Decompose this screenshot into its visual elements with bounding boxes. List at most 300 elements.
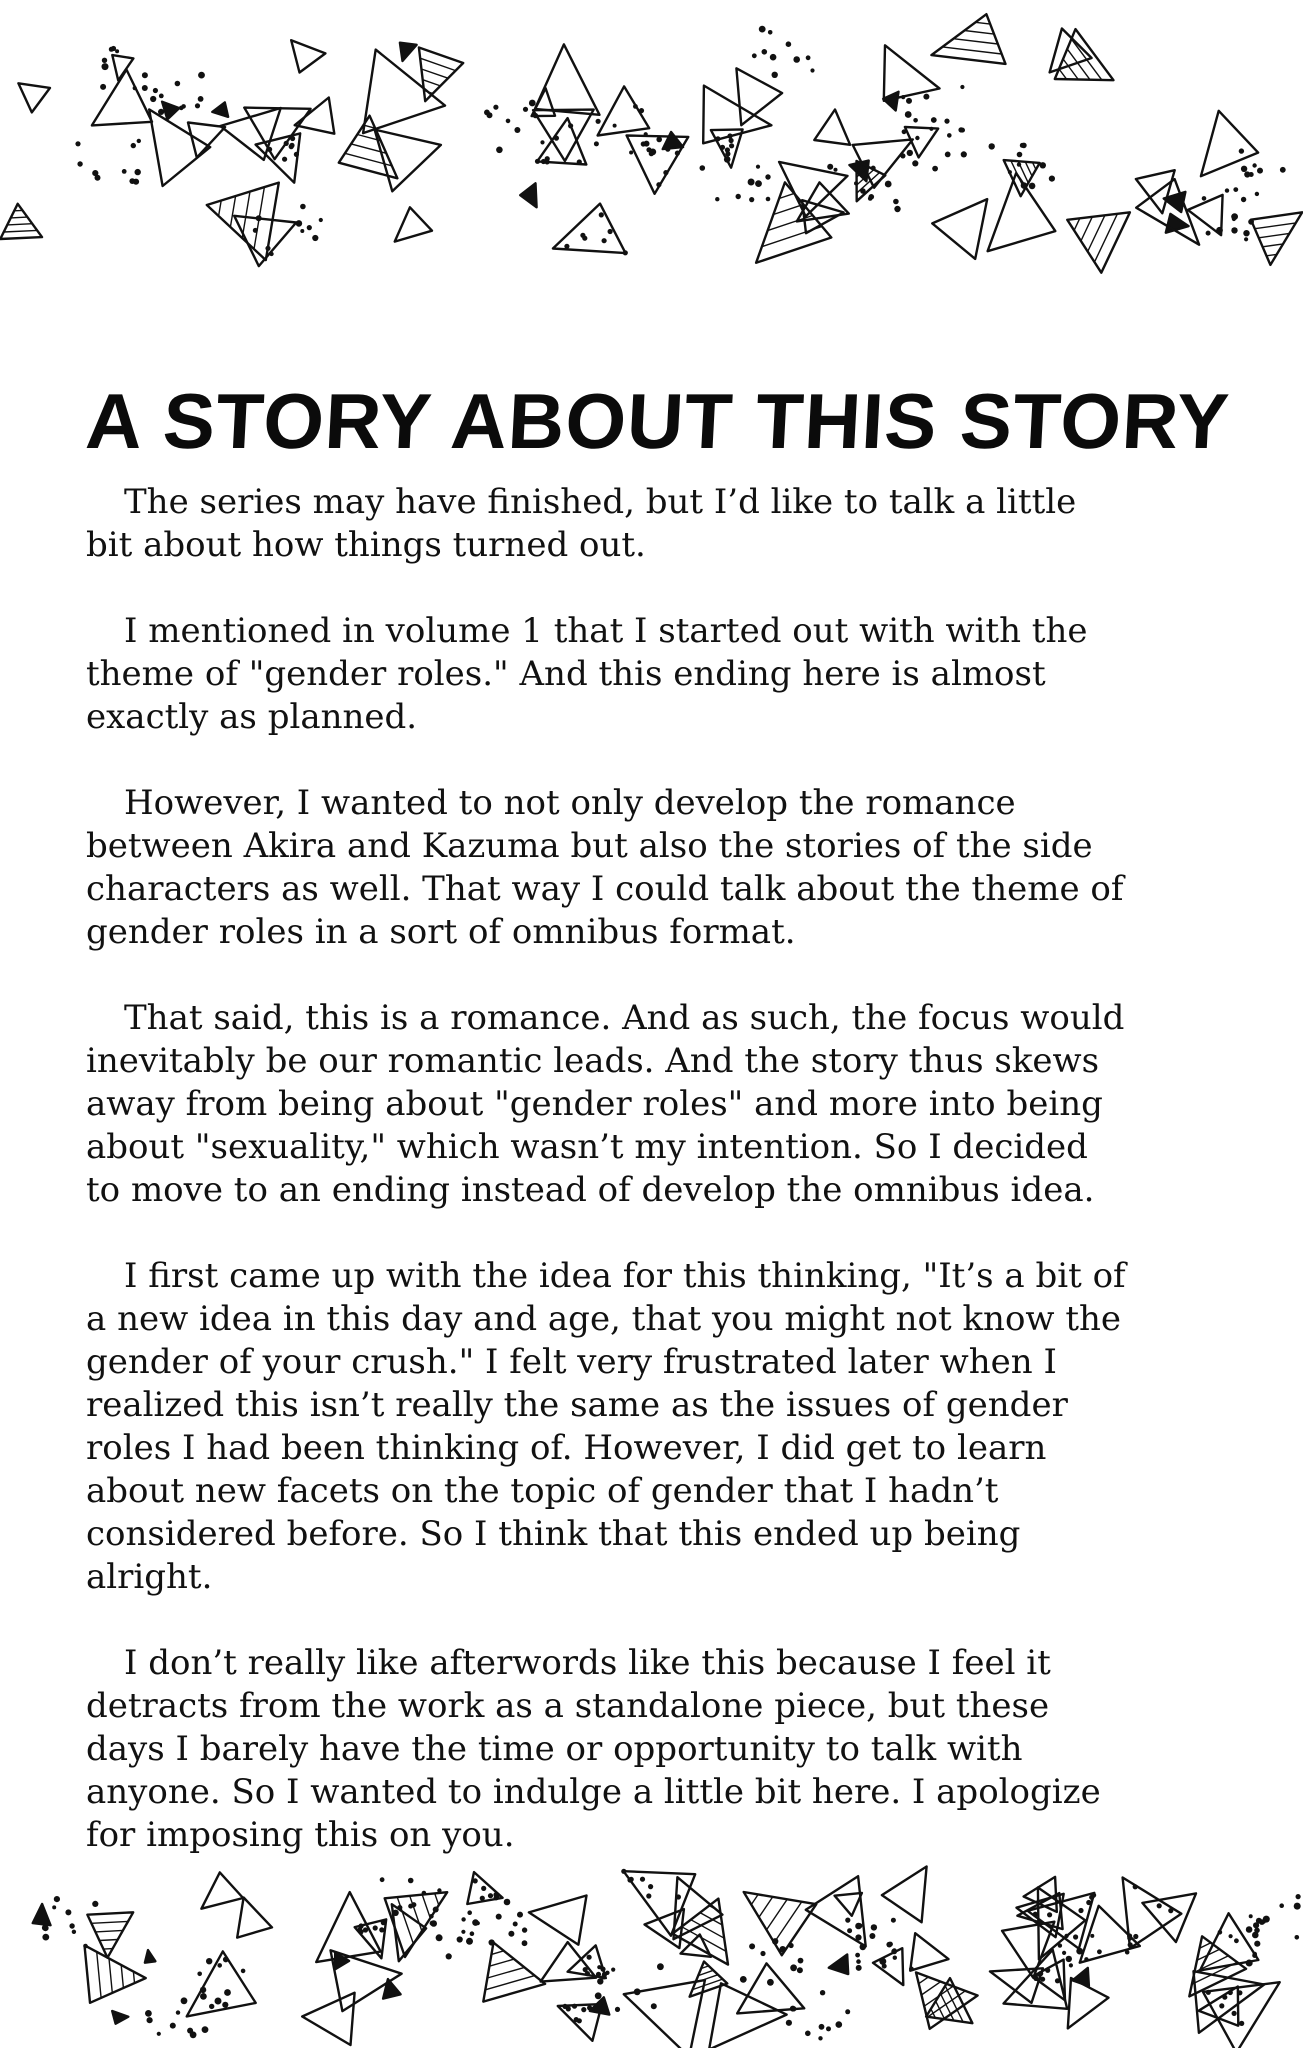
dot-ornament [181, 1997, 188, 2004]
dot-ornament [597, 2001, 603, 2007]
dot-ornament [649, 149, 656, 156]
dot-ornament [379, 1927, 384, 1932]
dot-ornament [1017, 162, 1021, 166]
dot-ornament [522, 1927, 527, 1932]
dot-ornament [1128, 1942, 1133, 1947]
dot-ornament [100, 84, 106, 90]
dot-ornament [871, 166, 876, 171]
dot-ornament [1218, 1930, 1223, 1935]
dot-ornament [1232, 2011, 1237, 2016]
hatch-line [1263, 244, 1284, 247]
triangle-ornament [149, 109, 210, 186]
dot-ornament [572, 2004, 577, 2009]
dot-ornament [446, 1953, 452, 1959]
dot-ornament [92, 1901, 98, 1907]
dot-ornament [92, 170, 98, 176]
dot-ornament [905, 111, 912, 118]
paragraph-6: I don’t really like afterwords like this because I feel it detracts from the work as a standalone piece, but these days I barely have the time or opportunity to talk with anyone. So I wanted to indulge a little bit here. I apologize for imposing this on you. [86, 1643, 1101, 1855]
dot-ornament [198, 96, 204, 102]
triangle-ornament [882, 1867, 927, 1923]
dot-ornament [508, 1931, 514, 1937]
hatch-line [420, 58, 455, 70]
dot-ornament [1259, 1919, 1265, 1925]
dot-ornament [634, 1988, 641, 1995]
dot-ornament [856, 1959, 861, 1964]
triangle-ornament [884, 45, 940, 101]
dot-ornament [798, 1958, 804, 1964]
dot-ornament [931, 117, 937, 123]
dot-ornament [1244, 171, 1250, 177]
dot-ornament [615, 2007, 620, 2012]
dot-ornament [611, 1968, 615, 1972]
dot-ornament [791, 2006, 796, 2011]
dot-ornament [932, 166, 938, 172]
dot-ornament [762, 49, 768, 55]
triangle-ornament [112, 2011, 128, 2024]
dot-ornament [648, 1884, 653, 1889]
dot-ornament [1069, 1963, 1073, 1967]
dot-ornament [929, 127, 933, 131]
dot-ornament [869, 194, 875, 200]
triangle-ornament [873, 1948, 903, 1985]
dot-ornament [472, 1919, 479, 1926]
dot-ornament [1091, 1893, 1096, 1898]
dot-ornament [907, 150, 913, 156]
dot-ornament [909, 1967, 914, 1972]
hatch-line [121, 1965, 123, 1988]
dot-ornament [1295, 1935, 1300, 1940]
dot-ornament [961, 151, 967, 157]
dot-ornament [1073, 1934, 1078, 1939]
dot-ornament [623, 250, 628, 255]
dot-ornament [797, 1967, 803, 1973]
hatch-line [1074, 218, 1080, 230]
dot-ornament [595, 1992, 602, 1999]
triangle-ornament [383, 1979, 401, 1999]
dot-ornament [522, 1940, 528, 1946]
triangle-ornament [188, 123, 225, 158]
hatch-line [774, 1902, 802, 1943]
dot-ornament [102, 64, 108, 70]
dot-ornament [752, 53, 757, 58]
hatch-line [942, 47, 1001, 54]
dot-ornament [1253, 1922, 1259, 1928]
dot-ornament [392, 1910, 398, 1916]
dot-ornament [122, 169, 127, 174]
dot-ornament [506, 119, 511, 124]
triangle-ornament [419, 48, 463, 102]
dot-ornament [147, 2017, 153, 2023]
dot-ornament [496, 147, 503, 154]
dot-ornament [1047, 1912, 1052, 1917]
triangle-ornament [0, 204, 42, 239]
dot-ornament [629, 1877, 634, 1882]
dot-ornament [1058, 1943, 1062, 1947]
dot-ornament [855, 1953, 860, 1958]
dot-ornament [605, 1971, 609, 1975]
dot-ornament [200, 1993, 207, 2000]
dot-ornament [629, 151, 633, 155]
hatch-line [242, 192, 250, 239]
dot-ornament [806, 55, 811, 60]
dot-ornament [767, 1979, 774, 1986]
hatch-line [410, 1896, 422, 1931]
dot-ornament [1076, 1948, 1083, 1955]
dot-ornament [1086, 1900, 1091, 1905]
dot-ornament [289, 143, 294, 148]
dot-ornament [319, 218, 323, 222]
dot-ornament [430, 1921, 435, 1926]
triangle-ornament [295, 98, 335, 134]
dot-ornament [789, 1943, 794, 1948]
dot-ornament [1244, 237, 1248, 241]
triangle-ornament [553, 204, 626, 254]
dot-ornament [300, 204, 306, 210]
dot-ornament [770, 54, 777, 61]
dot-ornament [1225, 188, 1229, 192]
dot-ornament [202, 2026, 209, 2033]
dot-ornament [457, 1936, 463, 1942]
dot-ornament [663, 170, 668, 175]
dot-ornament [467, 1910, 472, 1915]
dot-ornament [945, 152, 951, 158]
dot-ornament [433, 1907, 439, 1913]
dot-ornament [373, 1925, 378, 1930]
dot-ornament [133, 179, 139, 185]
dot-ornament [599, 212, 604, 217]
dot-ornament [1246, 1926, 1253, 1933]
dot-ornament [759, 26, 766, 33]
dot-ornament [748, 179, 755, 186]
triangle-ornament [201, 1872, 243, 1908]
dot-ornament [1097, 1949, 1102, 1954]
dot-ornament [780, 1946, 786, 1952]
dot-ornament [869, 1933, 875, 1939]
dot-ornament [885, 181, 892, 188]
dot-ornament [786, 2020, 792, 2026]
paragraph-3: However, I wanted to not only develop the romance between Akira and Kazuma but also the stories of the side characters as well. That way I could talk about the theme of gender roles in a sort of omnibus format. [86, 783, 1124, 952]
triangle-ornament [316, 1892, 380, 1962]
dot-ornament [847, 1928, 852, 1933]
triangle-ornament [302, 1993, 354, 2045]
hatch-line [487, 1967, 524, 1978]
hatch-line [109, 1958, 112, 1993]
dot-ornament [900, 153, 905, 158]
dot-ornament [282, 157, 287, 162]
dot-ornament [513, 1922, 518, 1927]
dot-ornament [197, 1972, 202, 1977]
dot-ornament [845, 2009, 850, 2014]
dot-ornament [856, 1965, 862, 1971]
dot-ornament [224, 1989, 231, 1996]
dot-ornament [1279, 1903, 1284, 1908]
dot-ornament [223, 1957, 229, 1963]
dot-ornament [190, 2031, 197, 2038]
dot-ornament [818, 2036, 822, 2040]
dot-ornament [1233, 187, 1238, 192]
dot-ornament [533, 113, 538, 118]
dot-ornament [760, 1951, 765, 1956]
dot-ornament [1062, 1951, 1066, 1955]
hatch-line [345, 153, 392, 166]
dot-ornament [514, 127, 520, 133]
dot-ornament [1257, 168, 1263, 174]
dot-ornament [834, 168, 838, 172]
dot-ornament [1127, 1935, 1132, 1940]
dot-ornament [724, 156, 731, 163]
dot-ornament [1296, 1894, 1301, 1899]
dot-ornament [241, 1969, 246, 1974]
dot-ornament [597, 1965, 601, 1969]
dot-ornament [217, 1963, 222, 1968]
dot-ornament [1157, 1903, 1162, 1908]
dot-ornament [175, 81, 181, 87]
hatch-line [1025, 162, 1032, 176]
dot-ornament [1133, 1884, 1138, 1889]
dot-ornament [481, 1886, 486, 1891]
hatch-line [92, 1921, 129, 1923]
dot-ornament [75, 141, 80, 146]
dot-ornament [195, 103, 200, 108]
dot-ornament [790, 1964, 797, 1971]
dot-ornament [1040, 1977, 1045, 1982]
dot-ornament [411, 1902, 416, 1907]
dot-ornament [1125, 1950, 1130, 1955]
triangle-ornament [520, 183, 536, 207]
dot-ornament [489, 1939, 495, 1945]
paragraph-2: I mentioned in volume 1 that I started out with with the theme of "gender roles." And this ending here is almost exactly as planned. [86, 611, 1088, 737]
hatch-line [489, 1959, 514, 1966]
dot-ornament [1090, 1934, 1094, 1938]
triangle-ornament [1251, 212, 1302, 265]
dot-ornament [545, 159, 550, 164]
triangle-ornament [829, 1955, 848, 1975]
dot-ornament [1045, 1968, 1050, 1973]
triangle-ornament [291, 40, 325, 72]
dot-ornament [602, 238, 607, 243]
dot-ornament [676, 1894, 681, 1899]
dot-ornament [1231, 227, 1237, 233]
dot-ornament [1021, 182, 1028, 189]
dot-ornament [294, 152, 299, 157]
dot-ornament [1033, 1976, 1038, 1981]
hatch-line [435, 1893, 439, 1905]
hatch-line [219, 201, 222, 217]
dot-ornament [1246, 1960, 1253, 1967]
dot-ornament [300, 229, 304, 233]
paragraph-1: The series may have finished, but I’d like to talk a little bit about how things turned out. [86, 482, 1077, 565]
hatch-line [1259, 233, 1290, 237]
hatch-line [767, 1899, 788, 1930]
dot-ornament [854, 181, 858, 185]
dot-ornament [596, 1972, 601, 1977]
dot-ornament [944, 119, 949, 124]
dot-ornament [307, 225, 312, 230]
dot-ornament [1234, 1938, 1239, 1943]
dot-ornament [381, 1920, 386, 1925]
dot-ornament [461, 1930, 465, 1934]
dot-ornament [517, 1912, 523, 1918]
dot-ornament [198, 72, 205, 79]
dot-ornament [715, 197, 719, 201]
dot-ornament [729, 143, 734, 148]
dot-ornament [1017, 152, 1023, 158]
hatch-line [492, 1951, 504, 1955]
dot-ornament [891, 1918, 896, 1923]
dot-ornament [1038, 1971, 1043, 1976]
dot-ornament [77, 161, 82, 166]
dot-ornament [1249, 1914, 1253, 1918]
dot-ornament [891, 1949, 897, 1955]
dot-ornament [740, 1976, 747, 1983]
dot-ornament [422, 1891, 427, 1896]
dot-ornament [720, 145, 725, 150]
dot-ornament [480, 1896, 485, 1901]
dot-ornament [888, 1942, 893, 1947]
dot-ornament [1252, 163, 1256, 167]
hatch-line [1081, 217, 1092, 241]
dot-ornament [493, 105, 498, 110]
hatch-line [96, 1930, 123, 1932]
hatch-line [975, 22, 990, 24]
hatch-line [7, 224, 32, 225]
dot-ornament [461, 1917, 465, 1921]
dot-ornament [772, 72, 778, 78]
dot-ornament [805, 2031, 811, 2037]
dot-ornament [1202, 196, 1207, 201]
dot-ornament [42, 1925, 48, 1931]
dot-ornament [1049, 176, 1055, 182]
dot-ornament [312, 235, 318, 241]
dot-ornament [902, 129, 907, 134]
dot-ornament [1241, 166, 1247, 172]
hatch-line [104, 1949, 113, 1950]
dot-ornament [265, 246, 270, 251]
dot-ornament [1255, 192, 1259, 196]
dot-ornament [1222, 1995, 1227, 2000]
dot-ornament [397, 1905, 402, 1910]
dot-ornament [72, 1930, 76, 1934]
dot-ornament [871, 1924, 877, 1930]
dot-ornament [582, 236, 587, 241]
dot-ornament [1241, 197, 1246, 202]
dot-ornament [639, 108, 644, 113]
dot-ornament [581, 2007, 586, 2012]
hatch-line [953, 39, 998, 44]
dot-ornament [793, 56, 800, 63]
dot-ornament [826, 2026, 831, 2031]
dot-ornament [135, 169, 141, 175]
triangle-ornament [1073, 1968, 1089, 1986]
hatch-line [919, 1977, 929, 1984]
dot-ornament [587, 1955, 592, 1960]
dot-ornament [1254, 1941, 1260, 1947]
dot-ornament [786, 41, 792, 47]
dot-ornament [493, 1892, 498, 1897]
dot-ornament [111, 46, 116, 51]
dot-ornament [1064, 1934, 1068, 1938]
triangle-ornament [400, 43, 417, 61]
triangle-ornament [1166, 214, 1189, 233]
dot-ornament [1239, 2021, 1244, 2026]
dot-ornament [729, 138, 734, 143]
afterword-body [86, 481, 1126, 1900]
dot-ornament [484, 110, 490, 116]
dot-ornament [819, 2024, 825, 2030]
triangle-ornament [85, 1945, 146, 2003]
triangle-ornament [1067, 212, 1130, 272]
dot-ornament [768, 30, 773, 35]
dot-ornament [845, 1918, 850, 1923]
dot-ornament [656, 182, 661, 187]
hatch-line [759, 1897, 773, 1917]
dot-ornament [960, 128, 965, 133]
dot-ornament [827, 164, 833, 170]
dot-ornament [644, 141, 650, 147]
dot-ornament [470, 1931, 475, 1936]
dot-ornament [725, 151, 730, 156]
dot-ornament [860, 188, 866, 194]
dot-ornament [1294, 1903, 1301, 1910]
dot-ornament [529, 100, 536, 107]
dot-ornament [215, 1998, 222, 2005]
dot-ornament [54, 1896, 60, 1902]
dot-ornament [1066, 1956, 1072, 1962]
dot-ornament [923, 94, 929, 100]
dot-ornament [473, 1878, 478, 1883]
dot-ornament [159, 94, 164, 99]
dot-ornament [882, 1964, 887, 1969]
dot-ornament [568, 123, 573, 128]
dot-ornament [564, 244, 569, 249]
dot-ornament [651, 2003, 657, 2009]
hatch-line [964, 31, 994, 35]
dot-ornament [504, 1899, 511, 1906]
dot-ornament [1228, 1990, 1233, 1995]
dot-ornament [577, 159, 582, 164]
dot-ornament [200, 1987, 206, 1993]
dot-ornament [646, 1893, 651, 1898]
dot-ornament [206, 1958, 212, 1964]
dot-ornament [836, 2021, 843, 2028]
triangle-ornament [212, 102, 228, 116]
top-triangle-border [0, 0, 1303, 290]
dot-ornament [749, 197, 754, 202]
dot-ornament [989, 143, 995, 149]
dot-ornament [857, 1923, 862, 1928]
dot-ornament [170, 2023, 176, 2029]
dot-ornament [52, 1905, 56, 1909]
dot-ornament [893, 1956, 897, 1960]
dot-ornament [150, 96, 156, 102]
dot-ornament [1248, 219, 1254, 225]
dot-ornament [253, 228, 258, 233]
dot-ornament [133, 86, 137, 90]
dot-ornament [820, 1990, 825, 1995]
triangle-ornament [395, 207, 432, 241]
paragraph-4: That said, this is a romance. And as such, the focus would inevitably be our romantic leads. And the story thus skews away from being about "gender roles" and more into being about "sexuality," which wasn’t my intention. So I decided to move to an ending instead of develop the omnibus idea. [86, 998, 1125, 1210]
triangle-ornament [535, 44, 600, 114]
dot-ornament [913, 118, 918, 123]
triangle-ornament [375, 130, 441, 192]
hatch-line [423, 80, 441, 86]
hatch-line [421, 69, 448, 78]
dot-ornament [142, 72, 148, 78]
triangle-ornament [33, 1904, 51, 1925]
dot-ornament [765, 174, 770, 179]
dot-ornament [380, 1877, 385, 1882]
dot-ornament [131, 143, 136, 148]
